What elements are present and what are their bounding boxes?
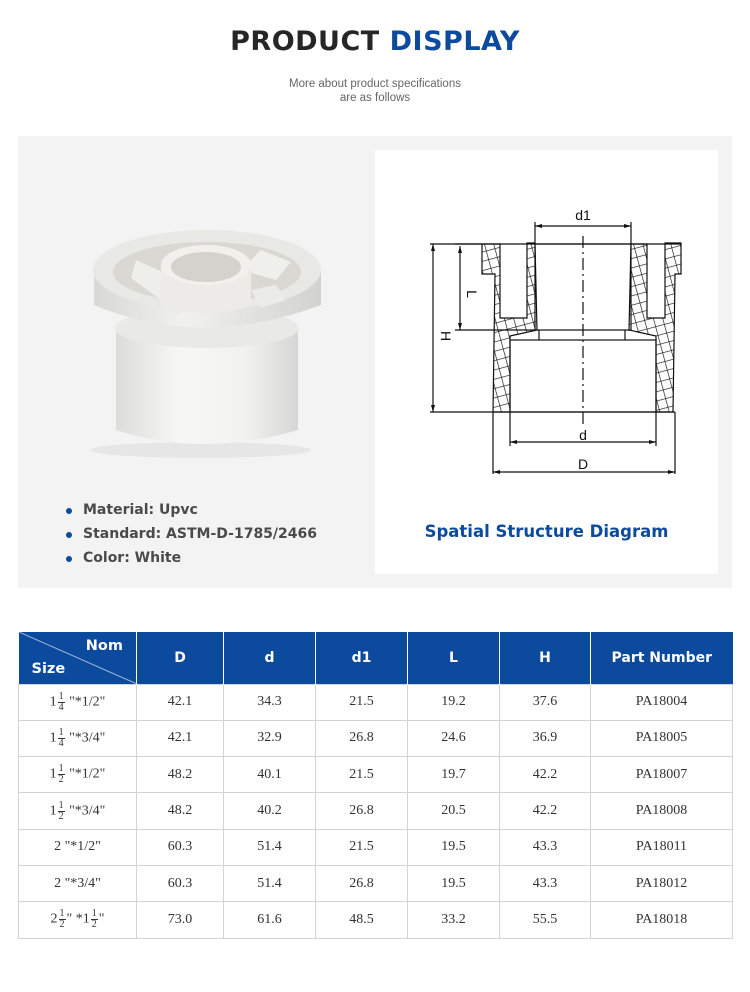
cell-d: 51.4 bbox=[224, 865, 316, 901]
cell-H: 43.3 bbox=[500, 865, 591, 901]
diagram-caption: Spatial Structure Diagram bbox=[424, 522, 669, 541]
page-subtitle bbox=[0, 77, 750, 105]
header-size: Size bbox=[31, 660, 66, 677]
fraction bbox=[58, 764, 65, 785]
cell-part-number: PA18005 bbox=[591, 720, 733, 756]
size-whole: 2 bbox=[54, 839, 62, 855]
cell-L: 19.7 bbox=[408, 757, 500, 793]
spec-table bbox=[18, 632, 733, 939]
size-rest: "*1/2" bbox=[65, 766, 106, 782]
spec-item-material bbox=[64, 498, 317, 522]
cell-size bbox=[19, 793, 137, 829]
spec-label: Material: Upvc bbox=[83, 502, 198, 518]
label-L: L bbox=[464, 290, 480, 298]
cell-part-number: PA18008 bbox=[591, 793, 733, 829]
table-row bbox=[19, 757, 733, 793]
cell-part-number: PA18004 bbox=[591, 684, 733, 720]
fraction bbox=[59, 909, 66, 930]
header-D: D bbox=[137, 632, 224, 684]
cell-part-number: PA18018 bbox=[591, 902, 733, 938]
cell-H: 36.9 bbox=[500, 720, 591, 756]
size-whole: 1 bbox=[49, 766, 57, 782]
label-d: d bbox=[579, 427, 587, 443]
cell-D: 42.1 bbox=[137, 720, 224, 756]
cell-D: 60.3 bbox=[137, 865, 224, 901]
bullet-icon bbox=[66, 556, 72, 562]
title-part-dark: PRODUCT bbox=[230, 26, 380, 57]
fraction bbox=[58, 692, 65, 713]
fraction-denominator: 2 bbox=[58, 810, 64, 822]
label-D: D bbox=[577, 456, 589, 472]
table-body bbox=[19, 684, 733, 938]
cell-part-number: PA18007 bbox=[591, 757, 733, 793]
title-part-accent: DISPLAY bbox=[389, 26, 520, 57]
cell-size bbox=[19, 684, 137, 720]
header-part-number: Part Number bbox=[591, 632, 733, 684]
fraction-numerator: 1 bbox=[58, 726, 64, 738]
size-whole: 1 bbox=[49, 694, 57, 710]
table-header-row bbox=[19, 632, 733, 684]
header-d1: d1 bbox=[316, 632, 408, 684]
cell-H: 42.2 bbox=[500, 793, 591, 829]
cell-size bbox=[19, 902, 137, 938]
cell-size bbox=[19, 865, 137, 901]
cell-D: 48.2 bbox=[137, 793, 224, 829]
table-row bbox=[19, 865, 733, 901]
product-panel bbox=[18, 136, 732, 588]
table-row bbox=[19, 902, 733, 938]
cell-size bbox=[19, 829, 137, 865]
cell-d: 34.3 bbox=[224, 684, 316, 720]
cell-part-number: PA18012 bbox=[591, 865, 733, 901]
size-whole: 1 bbox=[49, 730, 57, 746]
header-d: d bbox=[224, 632, 316, 684]
cell-part-number: PA18011 bbox=[591, 829, 733, 865]
cell-D: 42.1 bbox=[137, 684, 224, 720]
cell-L: 19.2 bbox=[408, 684, 500, 720]
fraction-denominator: 2 bbox=[58, 774, 64, 786]
size-whole: 1 bbox=[49, 803, 57, 819]
spec-item-standard bbox=[64, 522, 317, 546]
size-rest: " *1 bbox=[66, 912, 90, 928]
product-photo bbox=[36, 150, 366, 460]
cell-L: 19.5 bbox=[408, 829, 500, 865]
fraction bbox=[58, 801, 65, 822]
cell-d1: 26.8 bbox=[316, 793, 408, 829]
cell-L: 19.5 bbox=[408, 865, 500, 901]
bullet-icon bbox=[66, 532, 72, 538]
cell-H: 42.2 bbox=[500, 757, 591, 793]
cell-size bbox=[19, 720, 137, 756]
cell-H: 43.3 bbox=[500, 829, 591, 865]
fraction-denominator: 2 bbox=[59, 919, 65, 931]
fraction-numerator: 1 bbox=[91, 908, 97, 920]
header-L: L bbox=[408, 632, 500, 684]
cell-L: 24.6 bbox=[408, 720, 500, 756]
header-nom: Nom bbox=[85, 638, 123, 654]
spec-label: Color: White bbox=[83, 550, 182, 566]
header-H: H bbox=[500, 632, 591, 684]
size-whole: 2 bbox=[50, 912, 58, 928]
fraction-numerator: 1 bbox=[58, 690, 64, 702]
size-rest: "*1/2" bbox=[61, 839, 101, 855]
fraction-denominator: 4 bbox=[58, 737, 64, 749]
fraction-numerator: 1 bbox=[58, 799, 64, 811]
label-d1: d1 bbox=[575, 207, 591, 223]
cell-d1: 26.8 bbox=[316, 865, 408, 901]
cell-L: 20.5 bbox=[408, 793, 500, 829]
cell-d1: 26.8 bbox=[316, 720, 408, 756]
fraction-denominator: 2 bbox=[91, 919, 97, 931]
cell-D: 60.3 bbox=[137, 829, 224, 865]
size-rest: "*3/4" bbox=[61, 875, 101, 891]
cell-d1: 21.5 bbox=[316, 757, 408, 793]
cell-H: 55.5 bbox=[500, 902, 591, 938]
subtitle-line-2: are as follows bbox=[339, 92, 411, 104]
cell-d1: 21.5 bbox=[316, 829, 408, 865]
bullet-icon bbox=[66, 508, 72, 514]
fraction bbox=[58, 728, 65, 749]
table-row bbox=[19, 684, 733, 720]
cell-D: 73.0 bbox=[137, 902, 224, 938]
cell-d: 40.1 bbox=[224, 757, 316, 793]
table-row bbox=[19, 793, 733, 829]
spec-label: Standard: ASTM-D-1785/2466 bbox=[83, 526, 318, 542]
size-rest: "*3/4" bbox=[65, 730, 106, 746]
size-rest: "*3/4" bbox=[65, 803, 106, 819]
cell-H: 37.6 bbox=[500, 684, 591, 720]
cell-D: 48.2 bbox=[137, 757, 224, 793]
size-rest-2: " bbox=[98, 912, 105, 928]
cell-L: 33.2 bbox=[408, 902, 500, 938]
cell-d1: 21.5 bbox=[316, 684, 408, 720]
size-rest: "*1/2" bbox=[65, 694, 106, 710]
spec-item-color bbox=[64, 546, 317, 570]
table-row bbox=[19, 829, 733, 865]
label-H: H bbox=[438, 330, 454, 342]
fraction-denominator: 4 bbox=[58, 701, 64, 713]
cell-d: 51.4 bbox=[224, 829, 316, 865]
subtitle-line-1: More about product specifications bbox=[289, 78, 461, 90]
cell-d: 61.6 bbox=[224, 902, 316, 938]
fraction-numerator: 1 bbox=[58, 763, 64, 775]
fraction bbox=[91, 909, 98, 930]
cell-d: 40.2 bbox=[224, 793, 316, 829]
cell-size bbox=[19, 757, 137, 793]
cell-d: 32.9 bbox=[224, 720, 316, 756]
structure-diagram bbox=[375, 150, 718, 510]
cell-d1: 48.5 bbox=[316, 902, 408, 938]
page-title bbox=[0, 26, 750, 57]
structure-diagram-box bbox=[375, 150, 718, 574]
header-nom-size bbox=[19, 632, 137, 684]
size-whole: 2 bbox=[54, 875, 62, 891]
fraction-numerator: 1 bbox=[59, 908, 65, 920]
table-row bbox=[19, 720, 733, 756]
spec-list bbox=[64, 498, 317, 570]
